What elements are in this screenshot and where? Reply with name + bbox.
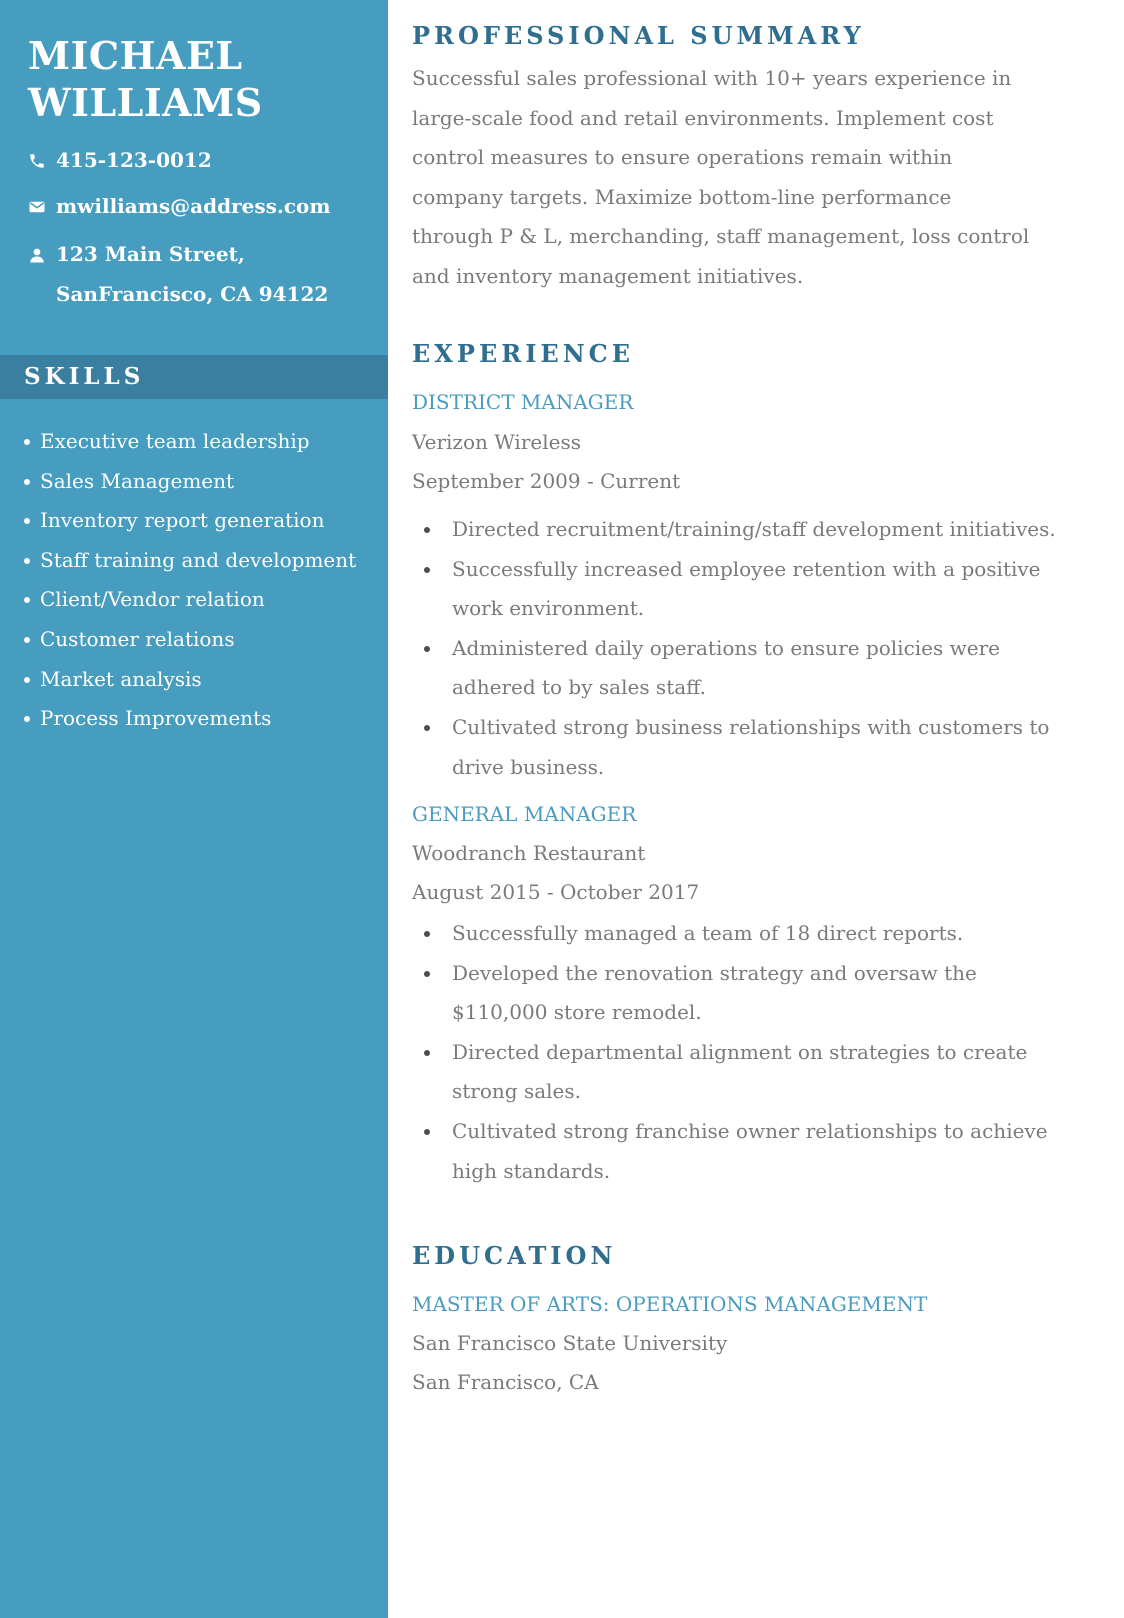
skill-item bbox=[22, 462, 382, 502]
job-bullet bbox=[412, 914, 1102, 954]
job-bullet bbox=[412, 1033, 1102, 1112]
bullet-dot-icon bbox=[24, 439, 30, 445]
skill-item bbox=[22, 422, 382, 462]
skill-label: Market analysis bbox=[40, 666, 202, 691]
envelope-icon bbox=[28, 198, 46, 216]
bullet-line: $110,000 store remodel. bbox=[452, 1000, 702, 1025]
bullet-dot-icon bbox=[24, 637, 30, 643]
contact-address bbox=[28, 234, 378, 314]
bullet-line: work environment. bbox=[452, 596, 645, 621]
bullet-line: Administered daily operations to ensure policies were bbox=[452, 635, 1000, 660]
summary-line: company targets. Maximize bottom-line performance bbox=[412, 184, 952, 209]
name-line-first: MICHAEL bbox=[28, 33, 243, 78]
bullet-line: Developed the renovation strategy and oversaw the bbox=[452, 960, 977, 985]
summary-line: through P & L, merchanding, staff management, loss control bbox=[412, 224, 1030, 249]
mailing-address bbox=[28, 234, 378, 314]
sidebar bbox=[0, 0, 388, 1618]
bullet-dot-icon bbox=[424, 646, 430, 652]
job-bullet bbox=[412, 629, 1102, 708]
job-bullets bbox=[412, 510, 1102, 787]
candidate-name bbox=[28, 32, 368, 126]
skill-label: Customer relations bbox=[40, 626, 235, 651]
bullet-line: Cultivated strong franchise owner relationships to achieve bbox=[452, 1118, 1048, 1143]
degree-title: MASTER OF ARTS: OPERATIONS MANAGEMENT bbox=[412, 1292, 928, 1316]
name-line-last: WILLIAMS bbox=[28, 80, 263, 125]
bullet-dot-icon bbox=[424, 971, 430, 977]
address-line-1: 123 Main Street, bbox=[56, 242, 245, 266]
bullet-dot-icon bbox=[424, 567, 430, 573]
bullet-dot-icon bbox=[24, 518, 30, 524]
skills-list bbox=[22, 422, 382, 739]
skill-item bbox=[22, 580, 382, 620]
summary-line: Successful sales professional with 10+ years experience in bbox=[412, 66, 1012, 90]
bullet-dot-icon bbox=[24, 597, 30, 603]
bullet-line: high standards. bbox=[452, 1158, 611, 1183]
skills-header-bar bbox=[0, 355, 388, 399]
job-bullet bbox=[412, 1112, 1102, 1191]
summary-text bbox=[412, 59, 1052, 297]
job-company: Woodranch Restaurant bbox=[412, 841, 646, 865]
job-title: DISTRICT MANAGER bbox=[412, 390, 634, 414]
bullet-dot-icon bbox=[424, 725, 430, 731]
job-dates: September 2009 - Current bbox=[412, 469, 681, 493]
school-location: San Francisco, CA bbox=[412, 1370, 599, 1394]
skill-label: Executive team leadership bbox=[40, 429, 310, 453]
bullet-dot-icon bbox=[24, 479, 30, 485]
job-bullets bbox=[412, 914, 1102, 1191]
job-bullet bbox=[412, 954, 1102, 1033]
bullet-line: strong sales. bbox=[452, 1079, 581, 1104]
bullet-line: Cultivated strong business relationships with customers to bbox=[452, 714, 1050, 739]
skill-label: Process Improvements bbox=[40, 706, 272, 731]
bullet-dot-icon bbox=[424, 931, 430, 937]
skill-item bbox=[22, 660, 382, 700]
summary-line: and inventory management initiatives. bbox=[412, 263, 804, 288]
person-icon bbox=[28, 246, 46, 264]
summary-line: large-scale food and retail environments. Implement cost bbox=[412, 105, 994, 130]
contact-email bbox=[28, 186, 378, 226]
experience-heading: EXPERIENCE bbox=[412, 339, 635, 368]
education-heading: EDUCATION bbox=[412, 1241, 617, 1270]
job-bullet bbox=[412, 510, 1102, 550]
skill-label: Staff training and development bbox=[40, 547, 357, 572]
bullet-line: Directed departmental alignment on strategies to create bbox=[452, 1039, 1028, 1064]
skill-label: Client/Vendor relation bbox=[40, 587, 265, 612]
contact-phone bbox=[28, 140, 378, 180]
skill-item bbox=[22, 541, 382, 581]
skill-label: Inventory report generation bbox=[40, 508, 325, 533]
email-address: mwilliams@address.com bbox=[56, 194, 331, 218]
job-dates: August 2015 - October 2017 bbox=[412, 880, 700, 904]
bullet-line: drive business. bbox=[452, 754, 605, 779]
bullet-dot-icon bbox=[24, 677, 30, 683]
skills-heading: SKILLS bbox=[24, 363, 145, 390]
phone-icon bbox=[28, 152, 46, 170]
bullet-line: Successfully increased employee retention with a positive bbox=[452, 556, 1041, 581]
summary-heading: PROFESSIONAL SUMMARY bbox=[412, 21, 865, 50]
bullet-line: Directed recruitment/training/staff development initiatives. bbox=[452, 517, 1056, 541]
summary-line: control measures to ensure operations remain within bbox=[412, 145, 953, 170]
skill-item bbox=[22, 620, 382, 660]
bullet-line: adhered to by sales staff. bbox=[452, 675, 707, 700]
bullet-dot-icon bbox=[424, 1050, 430, 1056]
job-bullet bbox=[412, 708, 1102, 787]
skill-item bbox=[22, 501, 382, 541]
phone-number: 415-123-0012 bbox=[56, 148, 212, 172]
bullet-dot-icon bbox=[424, 527, 430, 533]
skill-item bbox=[22, 699, 382, 739]
skill-label: Sales Management bbox=[40, 468, 235, 493]
school-name: San Francisco State University bbox=[412, 1331, 728, 1355]
job-title: GENERAL MANAGER bbox=[412, 802, 637, 826]
bullet-dot-icon bbox=[24, 716, 30, 722]
address-line-2: SanFrancisco, CA 94122 bbox=[56, 282, 329, 306]
bullet-line: Successfully managed a team of 18 direct reports. bbox=[452, 921, 964, 945]
job-bullet bbox=[412, 550, 1102, 629]
job-company: Verizon Wireless bbox=[412, 430, 581, 454]
bullet-dot-icon bbox=[424, 1129, 430, 1135]
bullet-dot-icon bbox=[24, 558, 30, 564]
